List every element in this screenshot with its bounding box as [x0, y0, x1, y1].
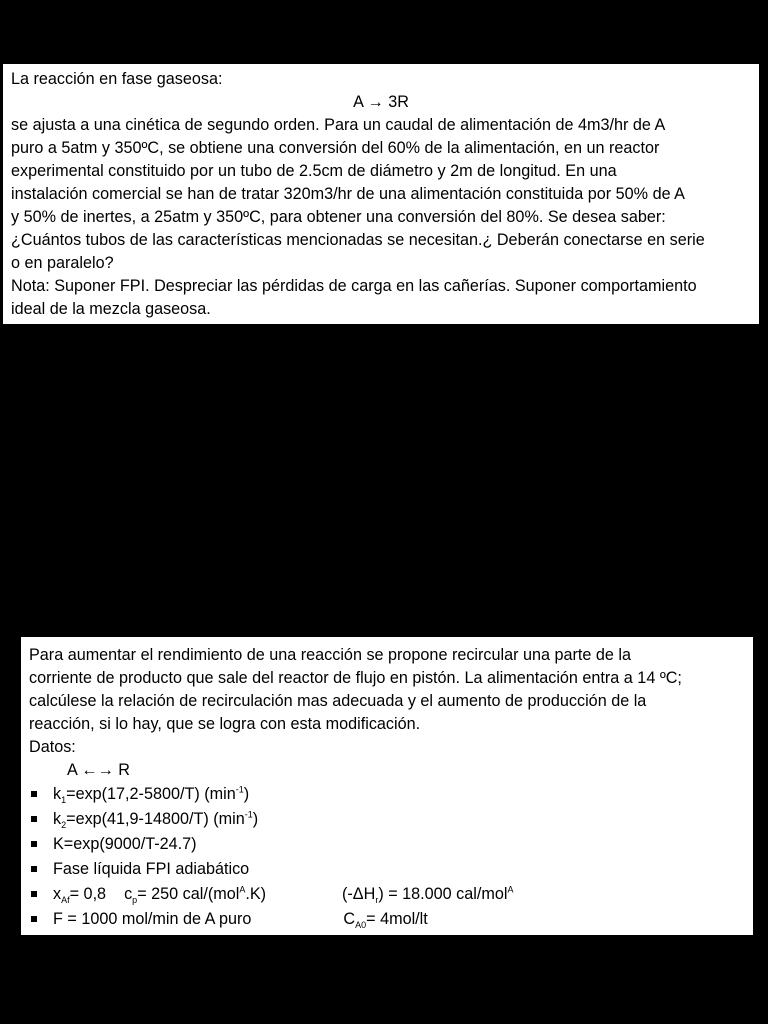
problem-1-line: se ajusta a una cinética de segundo orden. Para un caudal de alimentación de 4m3/hr de A — [11, 116, 666, 134]
problem-1-line: o en paralelo? — [11, 254, 114, 272]
bullet-icon — [31, 816, 37, 822]
problem-2-reaction: A ←→ R — [67, 761, 130, 779]
problem-2-line: reacción, si lo hay, que se logra con esta modificación. — [29, 715, 421, 733]
datos-list — [29, 782, 745, 932]
problem-1-intro: La reacción en fase gaseosa: — [11, 70, 223, 88]
bullet-icon — [31, 916, 37, 922]
datos-item-equilibrium: K=exp(9000/T-24.7) — [29, 832, 745, 857]
datos-item-fase: Fase líquida FPI adiabático — [29, 857, 745, 882]
problem-1-line: y 50% de inertes, a 25atm y 350ºC, para obtener una conversión del 80%. Se desea saber: — [11, 208, 666, 226]
datos-item-conversion-heat: $x_{Af}= 0,8$ $c_p= 250$ cal/(mol$^A$.K) $(-\Delta H_r) = 18.000$ cal/mol$^A$ — [29, 882, 745, 907]
bullet-icon — [31, 866, 37, 872]
datos-item-k2: $k_2=\exp(41,9-14800/T)$ $(\min^{-1})$ — [29, 807, 745, 832]
problem-2-card — [21, 637, 753, 935]
datos-item-feed: F = 1000 mol/min de A puro $C_{A0}= 4mol/lt$ — [29, 907, 745, 932]
problem-2-line: calcúlese la relación de recirculación mas adecuada y el aumento de producción de la — [29, 692, 647, 710]
problem-1-line: puro a 5atm y 350ºC, se obtiene una conversión del 60% de la alimentación, en un reactor — [11, 139, 660, 157]
problem-1-note: ideal de la mezcla gaseosa. — [11, 300, 211, 318]
bullet-icon — [31, 791, 37, 797]
datos-label: Datos: — [29, 738, 76, 756]
problem-1-reaction: A → 3R — [353, 93, 409, 111]
problem-1-note: Nota: Suponer FPI. Despreciar las pérdidas de carga en las cañerías. Suponer comportamiento — [11, 277, 697, 295]
problem-1-card — [3, 64, 759, 324]
problem-1-line: ¿Cuántos tubos de las características mencionadas se necesitan.¿ Deberán conectarse en serie — [11, 231, 705, 249]
bullet-icon — [31, 891, 37, 897]
datos-item-k1: $k_1=\exp(17,2-5800/T)$ $(\min^{-1})$ — [29, 782, 745, 807]
problem-2-line: Para aumentar el rendimiento de una reacción se propone recircular una parte de la — [29, 646, 631, 664]
problem-1-line: instalación comercial se han de tratar 320m3/hr de una alimentación constituida por 50% de A — [11, 185, 685, 203]
problem-2-line: corriente de producto que sale del reactor de flujo en pistón. La alimentación entra a 14 ºC; — [29, 669, 682, 687]
problem-1-line: experimental constituido por un tubo de 2.5cm de diámetro y 2m de longitud. En una — [11, 162, 617, 180]
bullet-icon — [31, 841, 37, 847]
